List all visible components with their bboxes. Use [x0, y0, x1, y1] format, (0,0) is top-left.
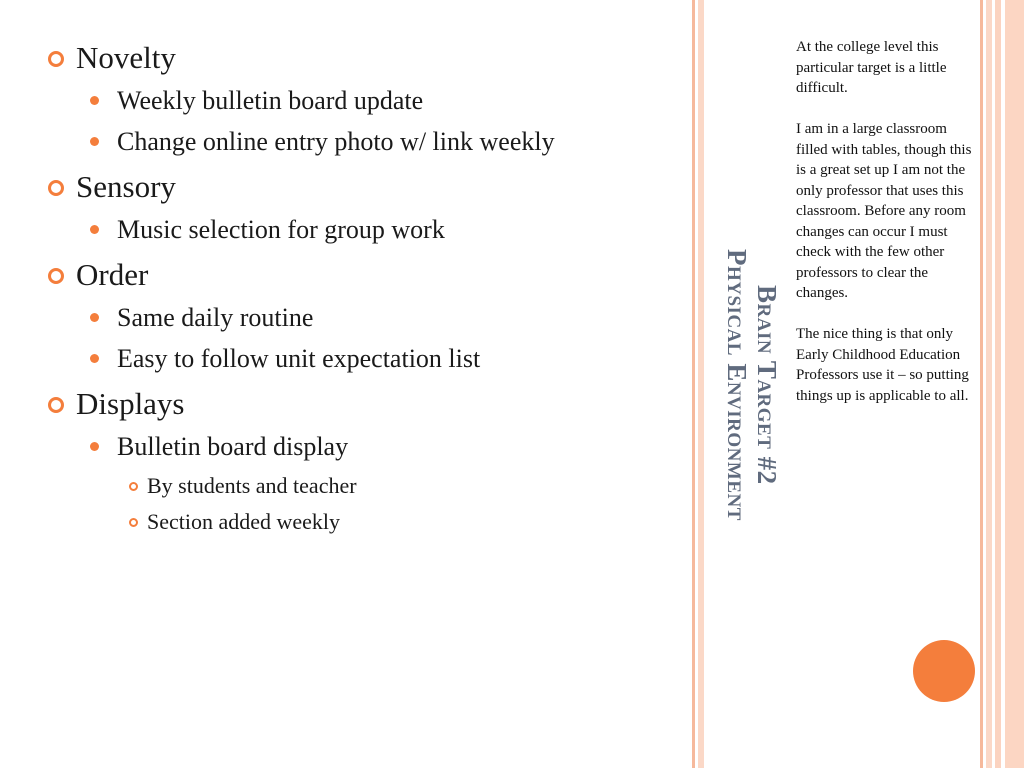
sub-bullet-item: [46, 124, 587, 160]
slide-title-line-2: Physical Environment: [722, 249, 752, 521]
hollow-bullet-icon: [48, 397, 64, 413]
sub-bullet-label: Bulletin board display: [117, 432, 349, 461]
bullet-label: Sensory: [76, 169, 176, 204]
bullet-label: Novelty: [76, 40, 176, 75]
sub-bullet-label: Same daily routine: [117, 303, 314, 332]
filled-bullet-icon: [90, 225, 99, 234]
bullet-item: [46, 384, 646, 424]
decorative-stripe: [986, 0, 992, 768]
decorative-stripe: [1005, 0, 1024, 768]
filled-bullet-icon: [90, 137, 99, 146]
sub-bullet-item: [46, 300, 646, 336]
notes-paragraph: The nice thing is that only Early Childhood Education Professors use it – so putting things up is applicable to all.: [796, 326, 969, 404]
sub-bullet-item: [46, 341, 646, 377]
slide-title-line-1: Brain Target #2: [752, 285, 782, 485]
filled-bullet-icon: [90, 96, 99, 105]
sub-sub-bullet-item: [46, 471, 646, 501]
sub-bullet-label: Music selection for group work: [117, 215, 445, 244]
sub-bullet-item: [46, 212, 646, 248]
bullet-label: Displays: [76, 386, 185, 421]
bullet-item: [46, 255, 646, 295]
sub-bullet-item: [46, 83, 646, 119]
sub-bullet-item: [46, 429, 646, 465]
bullet-item: [46, 167, 646, 207]
decorative-stripe: [980, 0, 983, 768]
sub-bullet-label: Change online entry photo w/ link weekly: [117, 127, 555, 156]
sub-sub-bullet-label: Section added weekly: [147, 509, 341, 534]
filled-bullet-icon: [90, 354, 99, 363]
decorative-stripe: [692, 0, 695, 768]
sub-sub-bullet-label: By students and teacher: [147, 473, 357, 498]
hollow-bullet-icon: [48, 268, 64, 284]
sub-bullet-label: Easy to follow unit expectation list: [117, 344, 481, 373]
bullet-label: Order: [76, 257, 149, 292]
hollow-bullet-icon: [48, 180, 64, 196]
hollow-small-bullet-icon: [129, 518, 138, 527]
decorative-stripe: [698, 0, 704, 768]
hollow-bullet-icon: [48, 51, 64, 67]
notes-paragraph: At the college level this particular target is a little difficult.: [796, 39, 947, 96]
decorative-circle-icon: [913, 640, 975, 702]
bullet-item: [46, 38, 646, 78]
hollow-small-bullet-icon: [129, 482, 138, 491]
side-notes: [796, 37, 972, 427]
sub-sub-bullet-item: [46, 507, 646, 537]
notes-paragraph: I am in a large classroom filled with tables, though this is a great set up I am not the only professor that uses this classroom. Before any room changes can occur I must check with the few other professors to clear the changes.: [796, 121, 972, 301]
bullet-list: [46, 38, 646, 537]
filled-bullet-icon: [90, 313, 99, 322]
slide-title: [716, 212, 782, 558]
sub-bullet-label: Weekly bulletin board update: [117, 86, 424, 115]
decorative-stripe: [995, 0, 1001, 768]
filled-bullet-icon: [90, 442, 99, 451]
